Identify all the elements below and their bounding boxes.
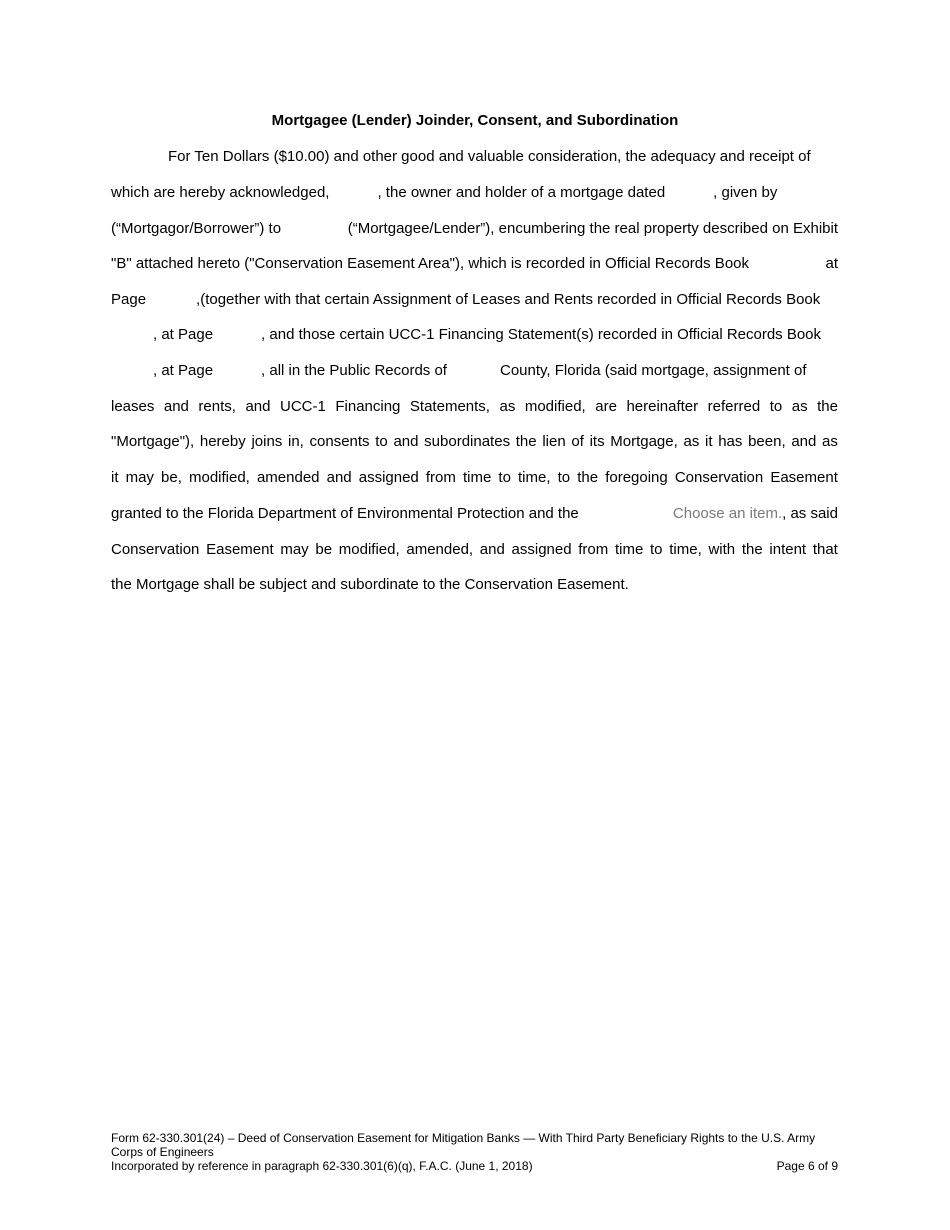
body-line-2: which are hereby acknowledged, , the owner and holder of a mortgage dated , given by <box>111 184 778 201</box>
body-line-3: (“Mortgagor/Borrower”) to (“Mortgagee/Lender”), encumbering the real property described on Exhibit <box>111 220 838 237</box>
body-line-6: , at Page , and those certain UCC-1 Financing Statement(s) recorded in Official Records Book <box>153 326 822 343</box>
body-line-1: For Ten Dollars ($10.00) and other good and valuable consideration, the adequacy and receipt of <box>168 148 811 165</box>
body-line-5: Page ,(together with that certain Assignment of Leases and Rents recorded in Official Records Book <box>111 291 821 308</box>
body-line-11: granted to the Florida Department of Environmental Protection and the Choose an item., as said <box>111 505 838 522</box>
footer-form-line-1: Form 62-330.301(24) – Deed of Conservation Easement for Mitigation Banks — With Third Party Beneficiary Rights to the U.S. Army <box>111 1131 816 1145</box>
footer-incorporated: Incorporated by reference in paragraph 62-330.301(6)(q), F.A.C. (June 1, 2018) <box>111 1159 533 1173</box>
body-line-9: "Mortgage"), hereby joins in, consents to and subordinates the lien of its Mortgage, as it has been, and as <box>111 433 838 450</box>
footer <box>111 1131 838 1173</box>
page-number: Page 6 of 9 <box>776 1159 838 1173</box>
body-line-4: "B" attached hereto ("Conservation Easement Area"), which is recorded in Official Records Book at <box>111 255 838 272</box>
body-line-8: leases and rents, and UCC-1 Financing Statements, as modified, are hereinafter referred to as the <box>111 398 838 415</box>
body-line-12: Conservation Easement may be modified, amended, and assigned from time to time, with the intent that <box>111 541 838 558</box>
body-line-7: , at Page , all in the Public Records of County, Florida (said mortgage, assignment of <box>153 362 807 379</box>
choose-item-dropdown[interactable]: Choose an item. <box>672 505 783 522</box>
body-line-13: the Mortgage shall be subject and subordinate to the Conservation Easement. <box>111 576 629 593</box>
body-line-10: it may be, modified, amended and assigned from time to time, to the foregoing Conservation Easement <box>111 469 838 486</box>
footer-form-line-2: Corps of Engineers <box>111 1145 214 1159</box>
document-title: Mortgagee (Lender) Joinder, Consent, and Subordination <box>271 112 679 129</box>
